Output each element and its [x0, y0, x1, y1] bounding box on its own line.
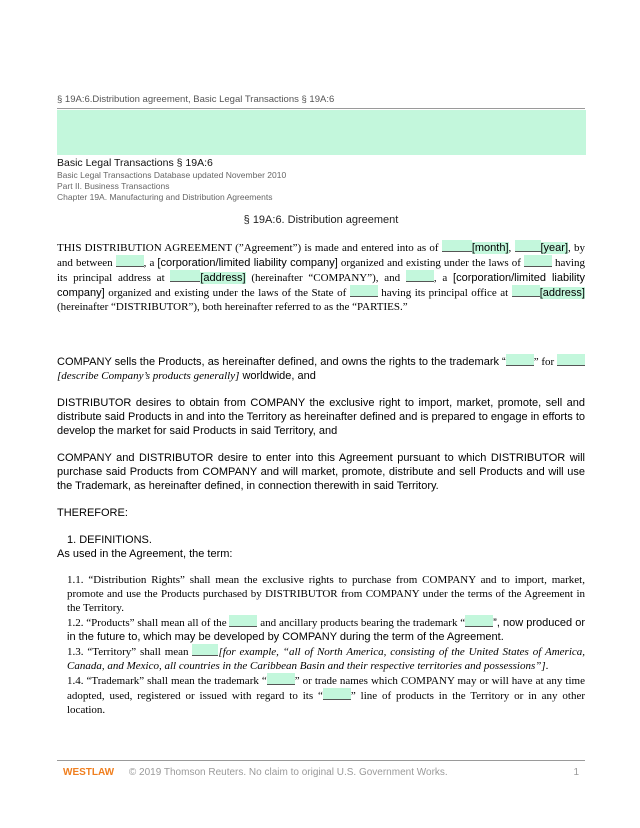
highlight-banner — [57, 110, 586, 155]
blank-field[interactable] — [229, 615, 257, 627]
definition-text: . — [545, 660, 549, 672]
definition-item — [67, 644, 585, 673]
source-metadata — [57, 157, 585, 203]
part-line: Part II. Business Transactions — [57, 181, 170, 191]
definition-text: 1.2. “Products” shall mean all of the — [67, 617, 230, 629]
document-body — [57, 240, 585, 717]
document-title: § 19A:6. Distribution agreement — [243, 214, 399, 226]
intro-text: organized and existing under the laws of — [337, 257, 524, 269]
blank-field[interactable] — [512, 285, 540, 297]
year-placeholder: [year] — [540, 242, 569, 254]
therefore-heading: THEREFORE: — [57, 507, 128, 519]
entity-placeholder: [corporation/limited liability company] — [157, 257, 338, 269]
definition-text: ”, now produced or in the future to, which may be developed by COMPANY during the term of the Agreement. — [67, 617, 585, 643]
definitions-list — [67, 573, 585, 717]
blank-field[interactable] — [267, 673, 295, 685]
westlaw-logo: WESTLAW — [63, 767, 115, 778]
intro-paragraph — [57, 240, 585, 314]
territory-example: [for example, “all of North America, consisting of the United States of America, Canada, and Mexico, all countries in the Caribbean Basin and their respective territories and possessions”] — [67, 646, 586, 672]
recital-distributor: DISTRIBUTOR desires to obtain from COMPANY the exclusive right to import, market, promote, sell and distribute said Products in and into the Territory as hereinafter defined and is prepared to engage in efforts to develop the market for said Products in said Territory, and — [57, 397, 585, 437]
intro-text: THIS DISTRIBUTION AGREEMENT (”Agreement”) is made and entered into as of — [57, 242, 442, 254]
intro-text: organized and existing under the laws of the State of — [104, 287, 350, 299]
definition-item — [67, 673, 585, 717]
recital-text: ” for — [533, 356, 557, 368]
recital-text: COMPANY sells the Products, as hereinafter defined, and owns the rights to the trademark “ — [57, 356, 506, 368]
page-number: 1 — [573, 767, 579, 778]
blank-field[interactable] — [116, 255, 144, 267]
definition-text: and ancillary products bearing the trademark “ — [257, 617, 466, 629]
blank-field[interactable] — [406, 270, 434, 282]
intro-text: , a — [433, 272, 454, 284]
definition-text: ” line of products in the Territory or in any other location. — [67, 690, 585, 716]
entity-placeholder: [corporation/limited liability company] — [57, 272, 585, 299]
section-heading-definitions: 1. DEFINITIONS. — [67, 534, 152, 546]
blank-field[interactable] — [350, 285, 378, 297]
definition-text: 1.3. “Territory” shall mean — [67, 646, 193, 658]
blank-field[interactable] — [442, 240, 472, 252]
blank-field[interactable] — [465, 615, 493, 627]
blank-field[interactable] — [323, 688, 351, 700]
blank-field[interactable] — [170, 270, 200, 282]
database-line: Basic Legal Transactions Database updated November 2010 — [57, 170, 287, 180]
recital-agreement: COMPANY and DISTRIBUTOR desire to enter into this Agreement pursuant to which DISTRIBUTOR will purchase said Products from COMPANY and will market, promote, distribute and sell Products and will use the Trademark, as hereinafter defined, in connection therewith in said Territory. — [57, 452, 585, 492]
address-placeholder: [address] — [539, 287, 585, 299]
definition-item — [67, 615, 585, 644]
blank-field[interactable] — [506, 354, 534, 366]
describe-placeholder: [describe Company’s products generally] — [57, 370, 240, 382]
section-lead: As used in the Agreement, the term: — [57, 548, 233, 560]
recital-trademark — [57, 354, 585, 383]
intro-text: (hereinafter “COMPANY”), and — [245, 272, 406, 284]
running-header: § 19A:6.Distribution agreement, Basic Legal Transactions § 19A:6 — [57, 94, 585, 109]
definition-text: ” or trade names which COMPANY may or will have at any time adopted, used, registered or issued with regard to its “ — [67, 675, 585, 702]
address-placeholder: [address] — [200, 272, 246, 284]
blank-field[interactable] — [192, 644, 218, 656]
intro-text: , a — [143, 257, 158, 269]
intro-text: having its principal office at — [377, 287, 512, 299]
month-placeholder: [month] — [471, 242, 509, 254]
intro-text: , by and between — [57, 242, 585, 269]
chapter-line: Chapter 19A. Manufacturing and Distribution Agreements — [57, 192, 273, 202]
blank-field[interactable] — [557, 354, 585, 366]
page-footer — [57, 760, 585, 778]
source-title: Basic Legal Transactions § 19A:6 — [57, 157, 213, 169]
copyright-notice: © 2019 Thomson Reuters. No claim to original U.S. Government Works. — [128, 767, 448, 778]
blank-field[interactable] — [515, 240, 541, 252]
intro-text: (hereinafter “DISTRIBUTOR”), both hereinafter referred to as the “PARTIES.” — [57, 301, 408, 313]
intro-text: , — [508, 242, 515, 254]
definition-text: 1.4. “Trademark” shall mean the trademark “ — [67, 675, 267, 687]
recital-text: worldwide, and — [239, 370, 316, 382]
intro-text: having its principal address at — [57, 257, 585, 284]
blank-field[interactable] — [524, 255, 552, 267]
definition-item: 1.1. “Distribution Rights” shall mean the exclusive rights to purchase from COMPANY and to import, market, promote and use the Products purchased by DISTRIBUTOR from COMPANY under the terms of the Agreement in the Territory. — [67, 574, 585, 614]
